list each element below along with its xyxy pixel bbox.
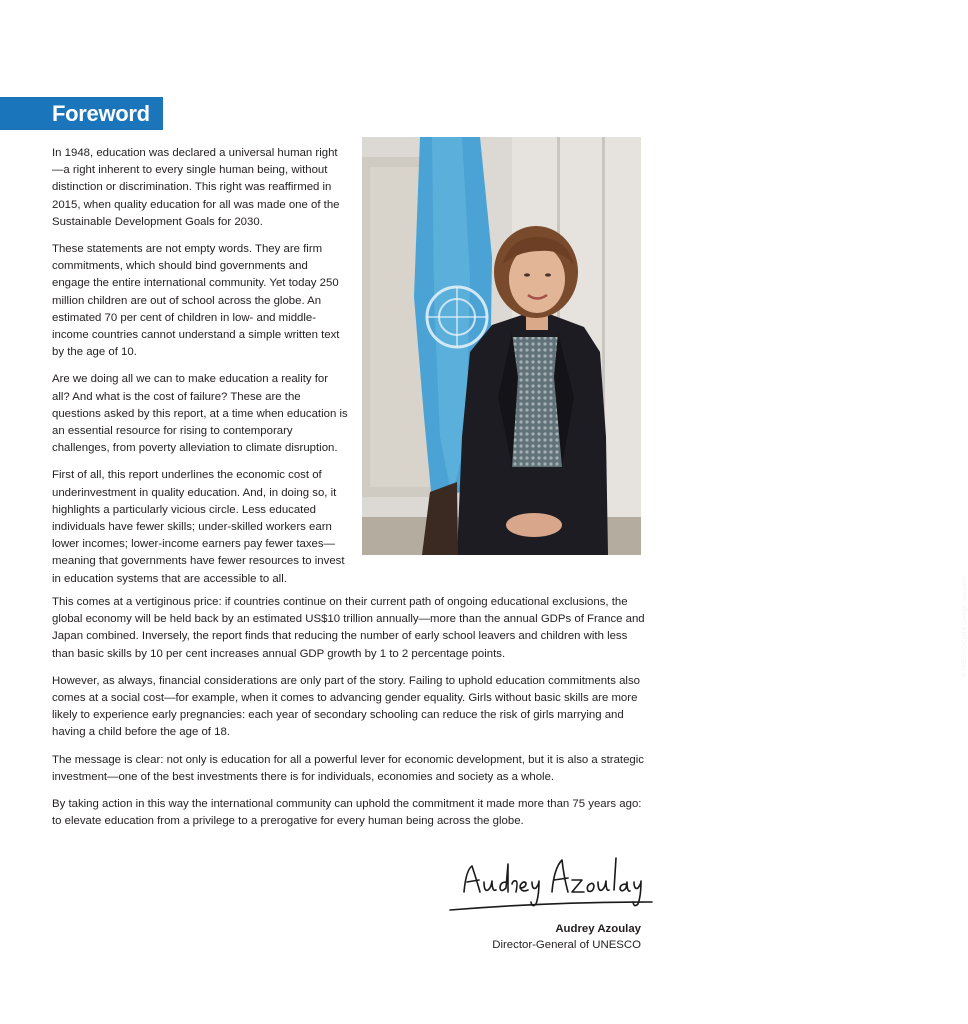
paragraph: First of all, this report underlines the economic cost of underinvestment in quality education. And, in doing so, it highlights a particularly vicious circle. Less educated individuals have fewer skills; under-skilled workers earn lower incomes; lower-income earners pay fewer taxes—meaning that governments have fewer resources to invest in education systems that are accessible to all. bbox=[52, 469, 345, 585]
page-title: Foreword bbox=[52, 101, 150, 126]
paragraph: This comes at a vertiginous price: if countries continue on their current path of ongoing educational exclusions, the global economy will be held back by an estimated US$10 trillion annually—more than the annual GDPs of France and Japan combined. Inversely, the report finds that reducing the number of early school leavers and children with less than basic skills by 10 per cent increases annual GDP growth by 1 to 2 percentage points. bbox=[52, 596, 645, 660]
signatory-title: Director-General of UNESCO bbox=[492, 939, 641, 951]
paragraph: In 1948, education was declared a universal human right—a right inherent to every single human being, without distinction or discrimination. This right was reaffirmed in 2015, when quality education for all was made one of the Sustainable Development Goals for 2030. bbox=[52, 147, 340, 228]
portrait-illustration bbox=[362, 137, 641, 555]
paragraph: Are we doing all we can to make education a reality for all? And what is the cost of failure? These are the questions asked by this report, at a time when education is an essential resource for rising to contemporary challenges, from poverty alleviation to climate disruption. bbox=[52, 373, 348, 455]
column-text bbox=[52, 145, 348, 598]
portrait-photo bbox=[362, 137, 968, 677]
handwritten-signature bbox=[446, 848, 656, 914]
paragraph: By taking action in this way the international community can uphold the commitment it made more than 75 years ago: to elevate education from a privilege to a prerogative for every human being across the globe. bbox=[52, 798, 642, 828]
paragraph: The message is clear: not only is education for all a powerful lever for economic development, but it is also a strategic investment—one of the best investments there is for individuals, economies and society as a whole. bbox=[52, 753, 644, 783]
photo-credit: © UNESCO/Cyril e George Jerusalem bbox=[962, 575, 968, 677]
paragraph: These statements are not empty words. They are firm commitments, which should bind governments and engage the entire international community. Yet today 250 million children are out of school across the globe. An estimated 70 per cent of children in low- and middle-income countries cannot understand a simple written text by the age of 10. bbox=[52, 243, 340, 359]
full-width-text bbox=[52, 594, 652, 840]
signatory-name: Audrey Azoulay bbox=[555, 923, 641, 935]
paragraph: However, as always, financial considerations are only part of the story. Failing to uphold education commitments also comes at a social cost—for example, when it comes to advancing gender equality. Girls without basic skills are more likely to experience early pregnancies: each year of secondary schooling can reduce the risk of girls marrying and having a child before the age of 18. bbox=[52, 674, 640, 739]
signature-mark bbox=[446, 848, 656, 914]
